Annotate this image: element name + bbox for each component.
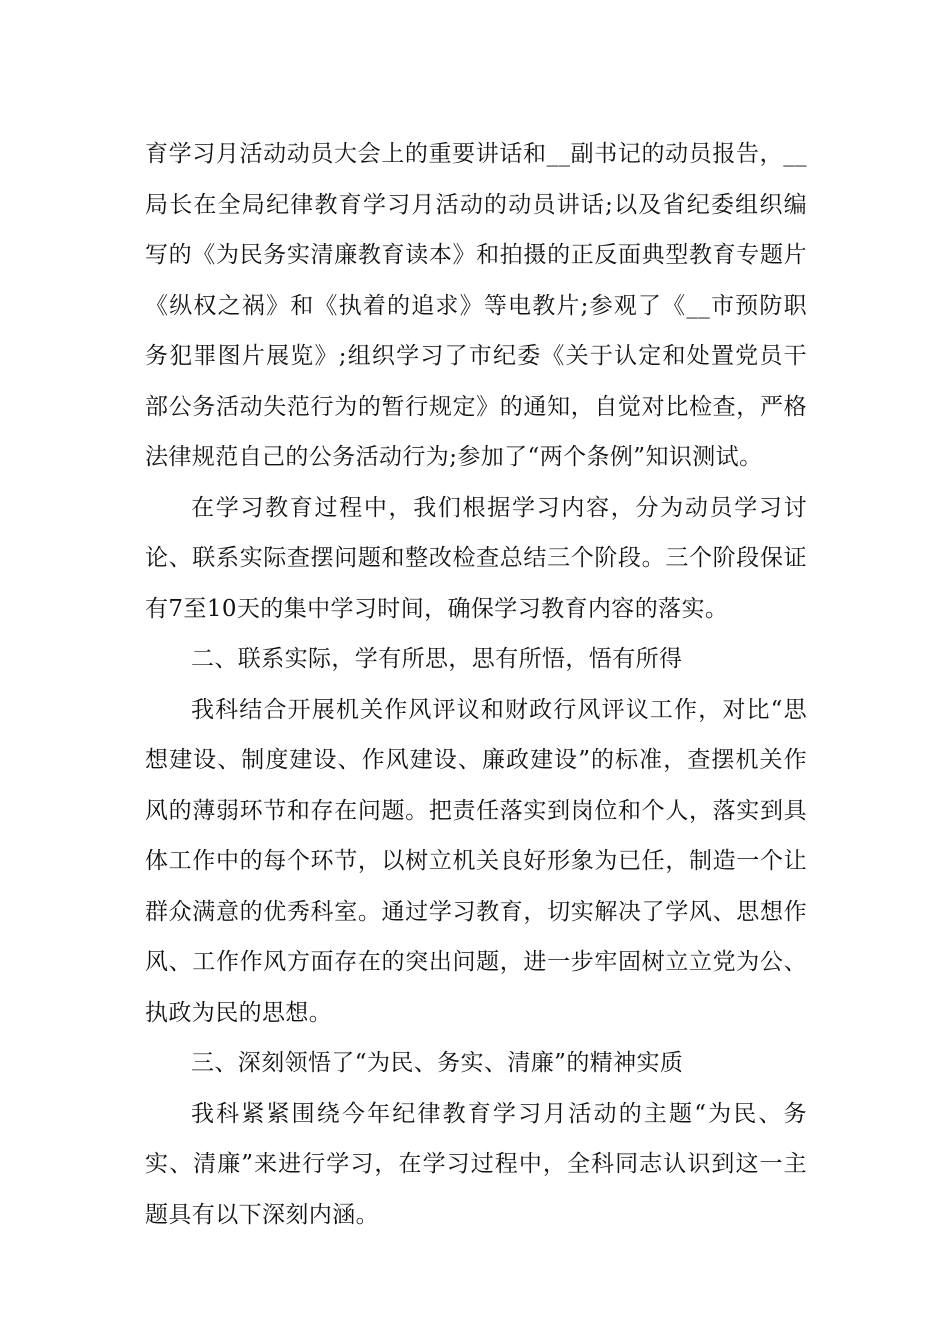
paragraph-study-activities: 育学习月活动动员大会上的重要讲话和__副书记的动员报告，__局长在全局纪律教育学习月活动的动员讲话;以及省纪委组织编写的《为民务实清廉教育读本》和拍摄的正反面典型教育专题片《纵权之祸》和《执着的追求》等电教片;参观了《__市预防职务犯罪图片展览》;组织学习了市纪委《关于认定和处置党员干部公务活动失范行为的暂行规定》的通知，自觉对比检查，严格法律规范自己的公务活动行为;参加了“两个条例”知识测试。	[145, 141, 807, 470]
paragraph-study-stages: 在学习教育过程中，我们根据学习内容，分为动员学习讨论、联系实际查摆问题和整改检查总结三个阶段。三个阶段保证有7至10天的集中学习时间，确保学习教育内容的落实。	[145, 494, 807, 622]
paragraph-theme-meaning: 我科紧紧围绕今年纪律教育学习月活动的主题“为民、务实、清廉”来进行学习，在学习过程中，全科同志认识到这一主题具有以下深刻内涵。	[145, 1100, 807, 1228]
section-heading-3: 三、深刻领悟了“为民、务实、清廉”的精神实质	[191, 1050, 684, 1076]
document-body	[145, 129, 807, 1240]
section-heading-2: 二、联系实际，学有所思，思有所悟，悟有所得	[191, 646, 683, 672]
paragraph-work-style: 我科结合开展机关作风评议和财政行风评议工作，对比“思想建设、制度建设、作风建设、廉政建设”的标准，查摆机关作风的薄弱环节和存在问题。把责任落实到岗位和个人，落实到具体工作中的每个环节，以树立机关良好形象为已任，制造一个让群众满意的优秀科室。通过学习教育，切实解决了学风、思想作风、工作作风方面存在的突出问题，进一步牢固树立立党为公、执政为民的思想。	[145, 696, 807, 1026]
